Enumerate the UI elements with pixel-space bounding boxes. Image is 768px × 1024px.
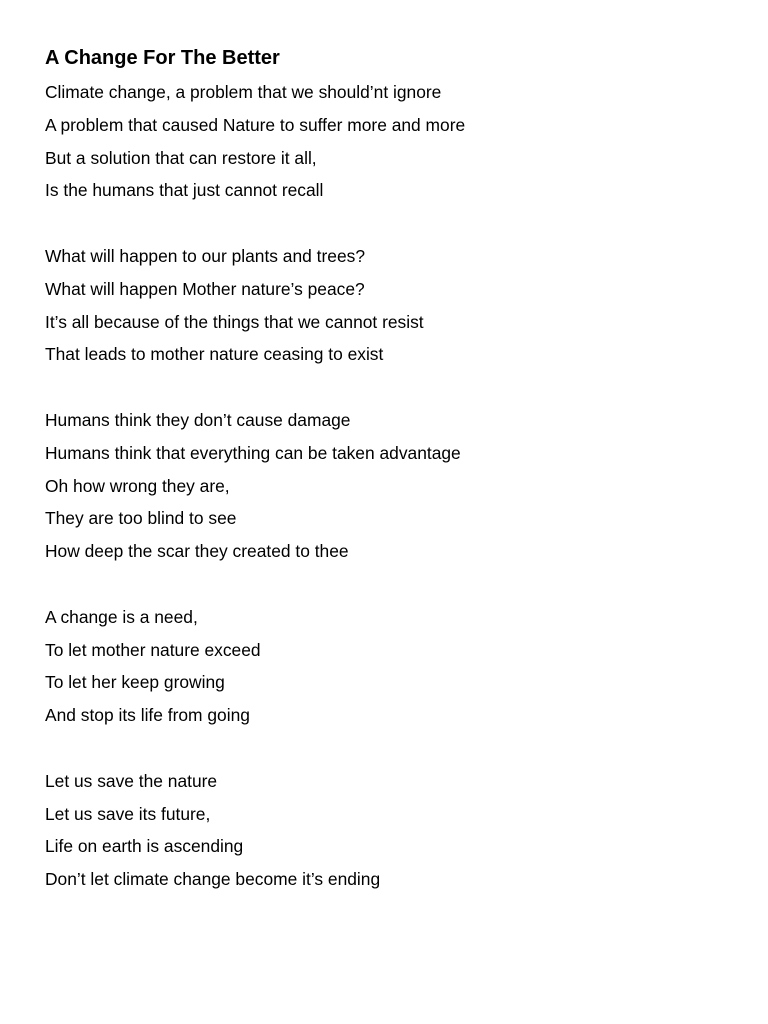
poem-line: Don’t let climate change become it’s ending	[45, 869, 381, 890]
poem-line: What will happen to our plants and trees?	[45, 245, 365, 266]
poem-line: To let her keep growing	[45, 672, 225, 693]
poem-line: Oh how wrong they are,	[45, 475, 230, 496]
stanza-5	[45, 765, 725, 896]
poem-line: But a solution that can restore it all,	[45, 147, 317, 168]
poem-line: To let mother nature exceed	[45, 639, 261, 660]
stanza-2	[45, 240, 725, 371]
stanza-3	[45, 404, 725, 568]
document-page	[45, 44, 725, 896]
poem-title: A Change For The Better	[45, 47, 280, 69]
poem-line: Let us save the nature	[45, 770, 218, 791]
poem-line: What will happen Mother nature’s peace?	[45, 278, 365, 299]
poem-line: They are too blind to see	[45, 508, 237, 529]
poem-line: Humans think that everything can be taken advantage	[45, 442, 461, 463]
poem-line: Climate change, a problem that we should’nt ignore	[45, 82, 442, 102]
poem-line: A change is a need,	[45, 606, 198, 627]
stanza-4	[45, 601, 725, 732]
poem-line: And stop its life from going	[45, 705, 250, 726]
poem-line: Let us save its future,	[45, 803, 211, 824]
poem-line: That leads to mother nature ceasing to exist	[45, 344, 384, 365]
poem-line: Humans think they don’t cause damage	[45, 409, 351, 430]
poem-line: Is the humans that just cannot recall	[45, 180, 324, 201]
stanza-1	[45, 76, 725, 207]
poem-line: How deep the scar they created to thee	[45, 541, 349, 562]
poem-line: It’s all because of the things that we cannot resist	[45, 311, 424, 332]
poem-line: A problem that caused Nature to suffer more and more	[45, 114, 466, 135]
poem-line: Life on earth is ascending	[45, 836, 244, 857]
